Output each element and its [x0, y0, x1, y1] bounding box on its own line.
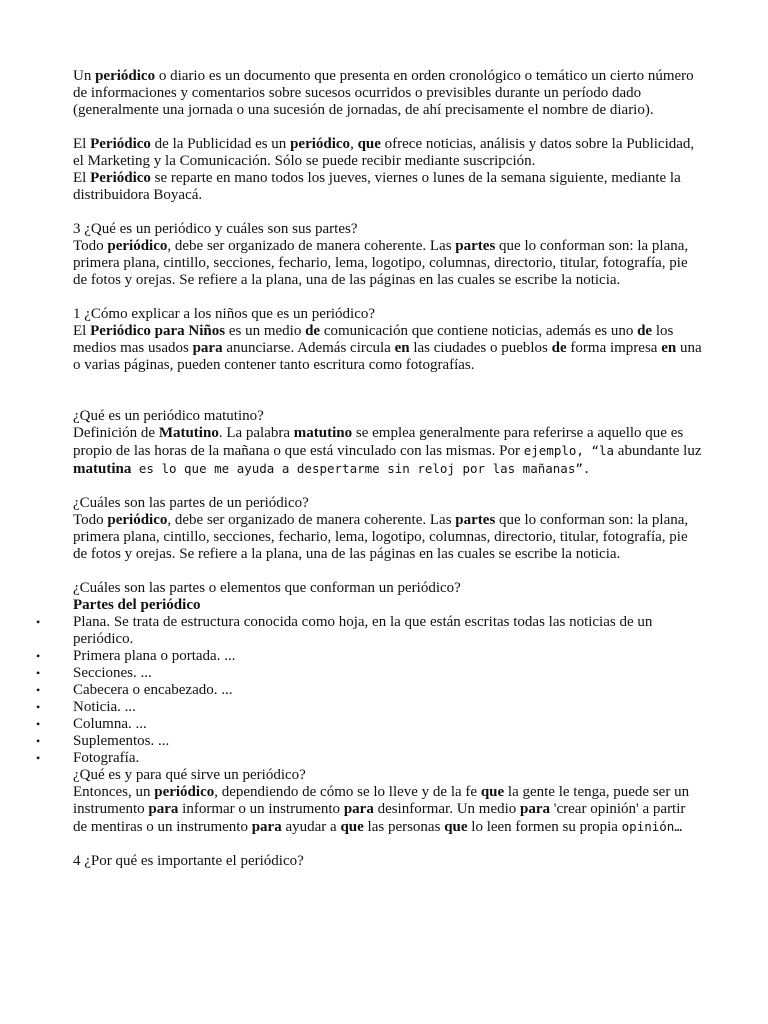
mono-text: opinión… [621, 819, 682, 834]
bullet-icon: • [36, 734, 41, 748]
bullet-icon: • [36, 683, 41, 697]
bold-term: de [637, 323, 653, 339]
text: 'crear opinión' a partir de mentiras o un instrumento [73, 801, 686, 835]
mono-text: es lo que me ayuda a despertarme sin reloj por las mañanas”. [131, 461, 591, 476]
bold-term: periódico [290, 136, 351, 152]
text: se emplea generalmente para referirse a aquello que es propio de las horas de la mañana o que está vinculado con las mismas. Por [73, 425, 684, 459]
text: forma impresa [566, 340, 662, 356]
question-title-3: 3 ¿Qué es un periódico y cuáles son sus partes? [73, 221, 358, 237]
bold-term: partes [455, 238, 496, 254]
mono-text: ejemplo, “la [523, 443, 615, 458]
question-title-1: 1 ¿Cómo explicar a los niños que es un periódico? [73, 306, 376, 322]
question-title-4: 4 ¿Por qué es importante el periódico? [73, 853, 304, 869]
question-title-sirve: ¿Qué es y para qué sirve un periódico? [73, 767, 306, 783]
bullet-icon: • [36, 649, 41, 663]
text: que lo conforman son: la plana, primera plana, cintillo, secciones, fechario, lema, logotipo, columnas, directorio, titular, fotografía, pie de fotos y orejas. Se refiere a la plana, una de las páginas en las cuales se escribe la noticia. [73, 512, 689, 562]
text: una o varias páginas, pueden contener tanto escritura como fotografías. [73, 340, 702, 373]
bold-term: que [444, 819, 468, 835]
bold-term: para [251, 819, 282, 835]
bold-term: matutino [293, 425, 353, 441]
text: Todo [73, 238, 108, 254]
text: las personas [363, 819, 445, 835]
text: de la Publicidad es un [150, 136, 291, 152]
text: , debe ser organizado de manera coherente. Las [167, 512, 456, 528]
text: Todo [73, 512, 108, 528]
answer-3 [73, 238, 703, 289]
subtitle-partes-del-periodico [73, 597, 703, 614]
text: . La palabra [218, 425, 294, 441]
bold-term: Periódico [90, 136, 151, 152]
paragraph-distribucion [73, 170, 703, 204]
bold-term: que [357, 136, 381, 152]
list-item [36, 733, 703, 750]
answer-matutino [73, 425, 703, 478]
list-item-text: Primera plana o portada. ... [73, 648, 236, 664]
list-item [36, 665, 703, 682]
answer-1 [73, 323, 703, 374]
bold-term: que [340, 819, 364, 835]
list-item [36, 699, 703, 716]
text: la gente le tenga, puede ser un instrumento [73, 784, 690, 817]
list-item [36, 648, 703, 665]
paragraph-publicidad [73, 136, 703, 170]
bullet-icon: • [36, 717, 41, 731]
text: ayudar a [281, 819, 341, 835]
list-item-text: Suplementos. ... [73, 733, 170, 749]
text: El [73, 323, 91, 339]
question-title-elementos: ¿Cuáles son las partes o elementos que conforman un periódico? [73, 580, 461, 596]
bold-term: para [192, 340, 223, 356]
list-item [36, 682, 703, 699]
text: El [73, 170, 91, 186]
bold-term: que [480, 784, 505, 800]
bold-term: en [661, 340, 677, 356]
text: Entonces, un [73, 784, 155, 800]
bold-term: periódico [107, 512, 168, 528]
text: es un medio [225, 323, 306, 339]
bullet-icon: • [36, 615, 41, 629]
text: anunciarse. Además circula [222, 340, 395, 356]
bold-term: periódico [107, 238, 168, 254]
list-item-text: Secciones. ... [73, 665, 152, 681]
bold-term: periódico [154, 784, 215, 800]
bold-term: Matutino [158, 425, 219, 441]
text: informar o un instrumento [178, 801, 344, 817]
bold-term: partes [455, 512, 496, 528]
text: desinformar. Un medio [373, 801, 521, 817]
list-item [36, 716, 703, 733]
bold-subtitle: Partes del periódico [73, 597, 201, 613]
list-item [36, 614, 703, 648]
bold-term: matutina [73, 461, 132, 477]
text: El [73, 136, 91, 152]
bold-term: de [551, 340, 567, 356]
text: las ciudades o pueblos [409, 340, 552, 356]
list-item-text: Noticia. ... [73, 699, 136, 715]
bullet-icon: • [36, 751, 41, 765]
text: Un [73, 68, 96, 84]
parts-bullet-list [36, 614, 703, 767]
bold-term: periódico [95, 68, 156, 84]
text: comunicación que contiene noticias, además es uno [320, 323, 638, 339]
bold-term: para [148, 801, 179, 817]
list-item-text: Columna. ... [73, 716, 147, 732]
list-item-text: Cabecera o encabezado. ... [73, 682, 233, 698]
paragraph-definition [73, 68, 703, 119]
answer-partes [73, 512, 703, 563]
answer-sirve [73, 784, 703, 836]
text: , [350, 136, 358, 152]
list-item [36, 750, 703, 767]
list-item-text: Plana. Se trata de estructura conocida como hoja, en la que están escritas todas las noticias de un periódico. [73, 614, 653, 647]
text: o diario es un documento que presenta en orden cronológico o temático un cierto número de informaciones y comentarios sobre sucesos ocurridos o previsibles durante un período dado (generalmente una jornada o una sucesión de jornadas, de ahí precisamente el nombre de diario). [73, 68, 694, 118]
text: , debe ser organizado de manera coherente. Las [167, 238, 456, 254]
text: abundante luz [614, 443, 702, 459]
bullet-icon: • [36, 700, 41, 714]
text: los medios mas usados [73, 323, 674, 356]
bullet-icon: • [36, 666, 41, 680]
text: lo leen formen su propia [467, 819, 622, 835]
bold-term: Periódico para Niños [90, 323, 226, 339]
bold-term: para [343, 801, 374, 817]
bold-term: de [305, 323, 321, 339]
text: Definición de [73, 425, 159, 441]
bold-term: para [520, 801, 551, 817]
text: , dependiendo de cómo se lo lleve y de la fe [214, 784, 481, 800]
text: que lo conforman son: la plana, primera plana, cintillo, secciones, fechario, lema, logotipo, columnas, directorio, titular, fotografía, pie de fotos y orejas. Se refiere a la plana, una de las páginas en las cuales se escribe la noticia. [73, 238, 689, 288]
document-body [36, 68, 703, 870]
text: ofrece noticias, análisis y datos sobre la Publicidad, el Marketing y la Comunicación. Sólo se puede recibir mediante suscripción. [73, 136, 695, 169]
list-item-text: Fotografía. [73, 750, 140, 766]
question-title-partes: ¿Cuáles son las partes de un periódico? [73, 495, 309, 511]
text: se reparte en mano todos los jueves, viernes o lunes de la semana siguiente, mediante la distribuidora Boyacá. [73, 170, 681, 203]
question-title-matutino: ¿Qué es un periódico matutino? [73, 408, 264, 424]
bold-term: en [394, 340, 410, 356]
bold-term: Periódico [90, 170, 151, 186]
